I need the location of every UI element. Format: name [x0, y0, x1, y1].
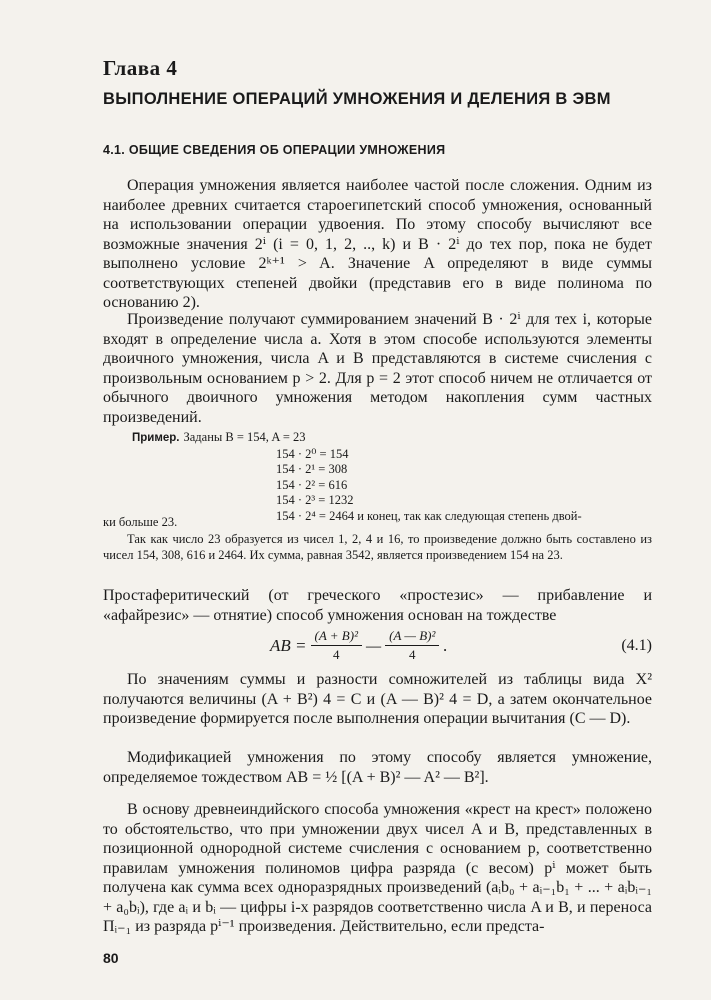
- example-label: Пример.: [132, 432, 180, 444]
- paragraph-3: Простаферитический (от греческого «простезис» — прибавление и «афайрезис» — отнятие) способ умножения основан на тождестве: [103, 587, 652, 624]
- equation-number: (4.1): [621, 637, 652, 654]
- formula-lhs: AB =: [270, 635, 307, 655]
- fraction-numerator: (A + B)²: [311, 628, 362, 646]
- chapter-label: Глава 4: [103, 56, 178, 80]
- example-row: 154 · 2¹ = 308: [276, 462, 348, 476]
- example-row: 154 · 2⁴ = 2464 и конец, так как следующая степень двой-: [276, 508, 582, 523]
- formula-end: .: [443, 635, 448, 655]
- formula-minus: —: [365, 635, 382, 655]
- fraction-sum: [311, 628, 362, 663]
- paragraph-1: Операция умножения является наиболее частой после сложения. Одним из наиболее древних считается староегипетский способ умножения, основанный на использовании операции удвоения. По этому способу вычисляют все возможные значения 2ⁱ (i = 0, 1, 2, .., k) и B · 2ⁱ до тех пор, пока не будет выполнено условие 2ᵏ⁺¹ > A. Значение A определяют в виде суммы соответствующих степеней двойки (представив его в виде полинома по основанию 2).: [103, 177, 652, 311]
- paragraph-5: Модификацией умножения по этому способу является умножение, определяемое тождеством AB = ½ [(A + B)² — A² — B²].: [103, 749, 652, 786]
- paragraph-4: По значениям суммы и разности сомножителей из таблицы вида X² получаются величины (A + B²) 4 = C и (A — B)² 4 = D, а затем окончательное произведение формируется после выполнения операции вычитания (C — D).: [103, 671, 652, 727]
- example-block: [132, 430, 652, 524]
- fraction-denominator: 4: [332, 647, 340, 662]
- example-given: Заданы B = 154, A = 23: [183, 430, 306, 444]
- fraction-difference: [385, 628, 439, 663]
- example-continuation: ки больше 23.: [103, 515, 178, 529]
- page-number: 80: [103, 950, 119, 966]
- example-row: 154 · 2² = 616: [276, 477, 348, 492]
- example-row: 154 · 2⁰ = 154: [276, 446, 349, 461]
- example-row: 154 · 2³ = 1232: [276, 493, 354, 507]
- paragraph-6: В основу древнеиндийского способа умножения «крест на крест» положено то обстоятельство, что при умножении двух чисел A и B, представленных в позиционной однородной системе счисления с основанием p, соответственно правилам умножения полиномов цифра разряда (с весом) pⁱ может быть получена как сумма всех одноразрядных произведений (aᵢb₀ + aᵢ₋₁b₁ + ... + aᵢbᵢ₋₁ + a₀bᵢ), где aᵢ и bᵢ — цифры i-х разрядов соответственно числа A и B, и переноса Пᵢ₋₁ из разряда pⁱ⁻¹ произведения. Действительно, если предста-: [103, 801, 652, 935]
- chapter-title: ВЫПОЛНЕНИЕ ОПЕРАЦИЙ УМНОЖЕНИЯ И ДЕЛЕНИЯ В ЭВМ: [103, 90, 611, 108]
- formula-4-1: [270, 628, 448, 663]
- fraction-denominator: 4: [408, 647, 416, 662]
- example-note: Так как число 23 образуется из чисел 1, 2, 4 и 16, то произведение должно быть составлено из чисел 154, 308, 616 и 2464. Их сумма, равная 3542, является произведением 154 на 23.: [103, 532, 652, 562]
- section-title: 4.1. ОБЩИЕ СВЕДЕНИЯ ОБ ОПЕРАЦИИ УМНОЖЕНИЯ: [103, 143, 446, 157]
- fraction-numerator: (A — B)²: [385, 628, 439, 646]
- paragraph-2: Произведение получают суммированием значений B · 2ⁱ для тех i, которые входят в определение числа a. Хотя в этом способе используются элементы двоичного умножения, числа A и B представляются в системе счисления с произвольным основанием p > 2. Для p = 2 этот способ ничем не отличается от обычного двоичного умножения методом накопления сумм частных произведений.: [103, 311, 652, 426]
- example-header: [132, 430, 652, 447]
